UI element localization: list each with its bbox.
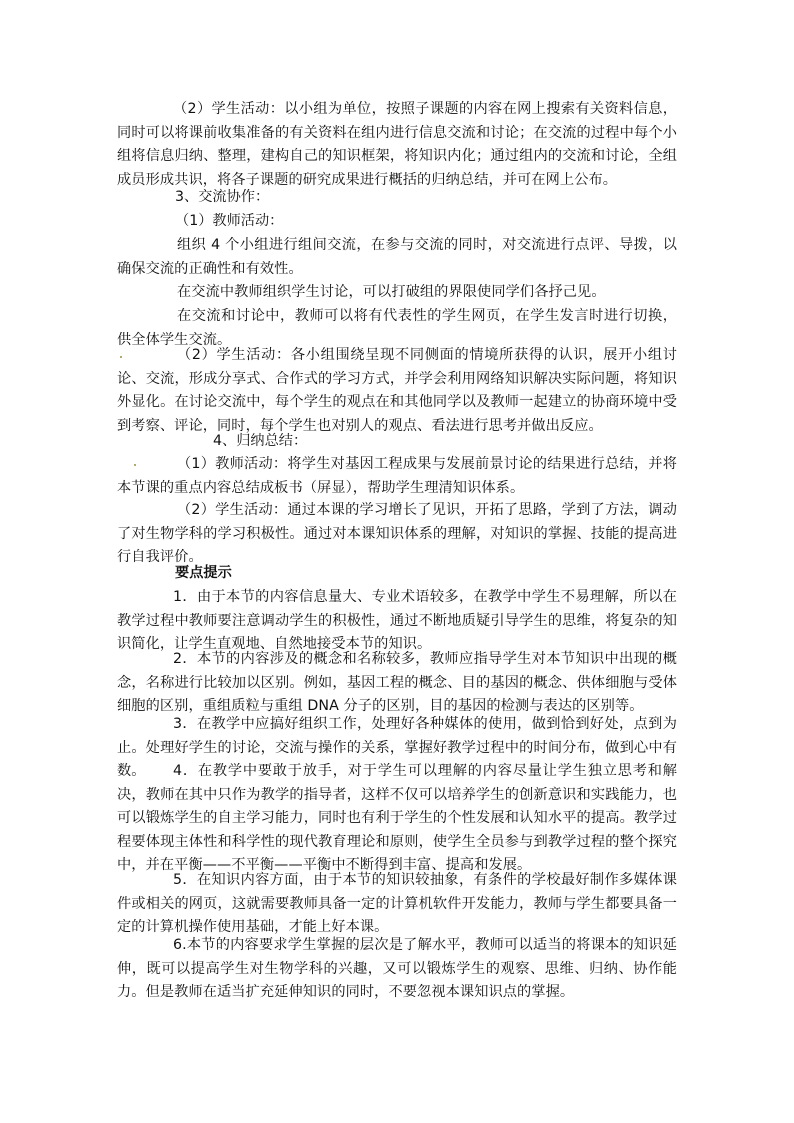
key-point-4: 4．在教学中要敢于放手，对于学生可以理解的内容尽量让学生独立思考和解决，教师在其中只作为教学的指导者，这样不仅可以培养学生的创新意识和实践能力，也可以锻炼学生的自主学习能力，同时也有利于学生的个性发展和认知水平的提高。教学过程要体现主体性和科学性的现代教育理论和原则，使学生全员参与到教学过程的整个探究中，并在平衡——不平衡——平衡中不断得到丰富、提高和发展。 bbox=[117, 763, 677, 874]
paragraph-student-summary: （2）学生活动：通过本课的学习增长了见识，开拓了思路，学到了方法，调动了对生物学科的学习积极性。通过对本课知识体系的理解，对知识的掌握、技能的提高进行自我评价。 bbox=[117, 502, 677, 566]
key-point-5: 5．在知识内容方面，由于本节的知识较抽象，有条件的学校最好制作多媒体课件或相关的网页，这就需要教师具备一定的计算机软件开发能力，教师与学生都要具备一定的计算机操作使用基础，才能上好本课。 bbox=[117, 872, 677, 936]
paragraph-webpage-switch: 在交流和讨论中，教师可以将有代表性的学生网页，在学生发言时进行切换，供全体学生交流。 bbox=[117, 308, 677, 348]
subheading-teacher-activity: （1）教师活动： bbox=[175, 213, 284, 229]
key-point-6: 6.本节的内容要求学生掌握的层次是了解水平，教师可以适当的将课本的知识延伸，既可以提高学生对生物学科的兴趣，又可以锻炼学生的观察、思维、归纳、协作能力。但是教师在适当扩充延伸知识的同时，不要忽视本课知识点的掌握。 bbox=[117, 937, 677, 1001]
key-point-1: 1．由于本节的内容信息量大、专业术语较多，在教学中学生不易理解，所以在教学过程中教师要注意调动学生的积极性，通过不断地质疑引导学生的思维，将复杂的知识简化，让学生直观地、自然地接受本节的知识。 bbox=[117, 589, 677, 653]
heading-summary: 4、归纳总结： bbox=[213, 433, 308, 449]
key-point-3: 3．在教学中应搞好组织工作，处理好各种媒体的使用，做到恰到好处，点到为止。处理好学生的讨论，交流与操作的关系，掌握好教学过程中的时间分布，做到心中有数。 bbox=[117, 716, 677, 780]
paragraph-teacher-discussion: 在交流中教师组织学生讨论，可以打破组的界限使同学们各抒己见。 bbox=[177, 284, 606, 300]
heading-key-points: 要点提示 bbox=[175, 565, 232, 581]
paragraph-teacher-summary: （1）教师活动：将学生对基因工程成果与发展前景讨论的结果进行总结，并将本节课的重点内容总结成板书（屏显），帮助学生理清知识体系。 bbox=[117, 456, 677, 496]
key-point-2: 2．本节的内容涉及的概念和名称较多，教师应指导学生对本节知识中出现的概念，名称进行比较加以区别。例如，基因工程的概念、目的基因的概念、供体细胞与受体细胞的区别，重组质粒与重组 DNA 分子的区别，目的基因的检测与表达的区别等。 bbox=[117, 651, 677, 715]
heading-communication: 3、交流协作： bbox=[175, 189, 270, 205]
paragraph-student-activity-2: （2）学生活动：各小组围绕呈现不同侧面的情境所获得的认识，展开小组讨论、交流，形成分享式、合作式的学习方式，并学会利用网络知识解决实际问题，将知识外显化。在讨论交流中，每个学生的观点在和其他同学以及教师一起建立的协商环境中受到考察、评论，同时，每个学生也对别人的观点、看法进行思考并做出反应。 bbox=[117, 347, 677, 434]
paragraph-group-exchange: 组织 4 个小组进行组间交流，在参与交流的同时，对交流进行点评、导拨，以确保交流的正确性和有效性。 bbox=[117, 237, 677, 277]
paragraph-student-activity-1: （2）学生活动：以小组为单位，按照子课题的内容在网上搜索有关资料信息，同时可以将课前收集准备的有关资料在组内进行信息交流和讨论；在交流的过程中每个小组将信息归纳、整理，建构自己的知识框架，将知识内化；通过组内的交流和讨论，全组成员形成共识，将各子课题的研究成果进行概括的归纳总结，并可在网上公布。 bbox=[117, 101, 677, 188]
